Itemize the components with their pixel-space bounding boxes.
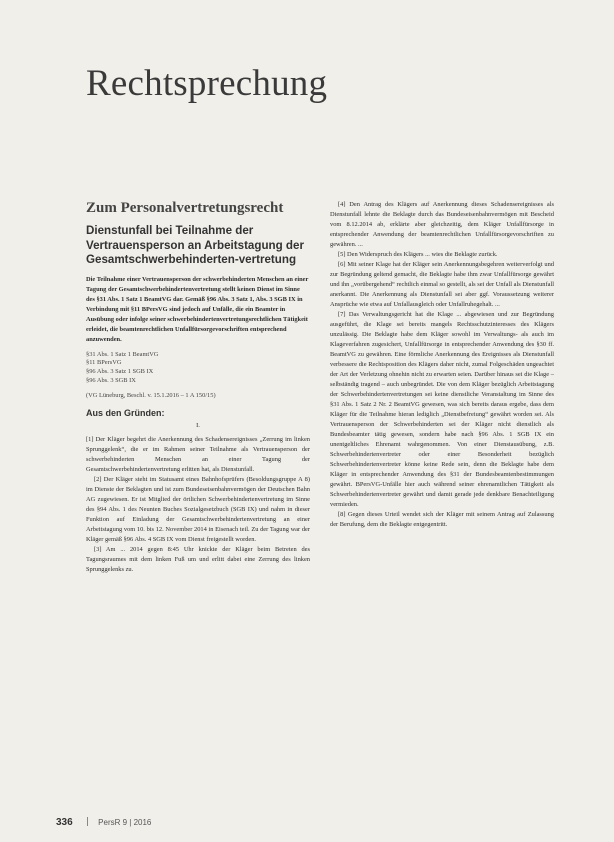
paragraph: [6] Mit seiner Klage hat der Kläger sein Anerkennungsbegehren weiterverfolgt und zur Begründung geltend gemacht, die Beklagte habe ihm zwar Unfallfürsorge gewährt und ihn „vorübergehend“ rechtlich einmal so gestellt, als sei der Unfall als Dienstunfall anerkannt. Die Anerkennung als Dienstunfall sei aber ggf. Voraussetzung weiterer Ansprüche wie etwa auf Unfallausgleich oder Unfallruhegehalt. ... [330,261,554,308]
norm-list [86,351,310,386]
paragraph: [4] Den Antrag des Klägers auf Anerkennung dieses Schadensereignisses als Dienstunfall lehnte die Beklagte durch das Bundeseisenbahnvermögen mit Bescheid vom 8.12.2014 ab, erklärte aber gleichzeitig, dem Kläger Unfallfürsorge in entsprechender Anwendung der beamtenrechtlichen Unfallfürsorgevorschriften zu gewähren. ... [330,201,554,248]
paragraph: [1] Der Kläger begehrt die Anerkennung des Schadensereignisses „Zerrung im linken Sprunggelenk“, die er im Rahmen seiner Teilnahme als Vertrauensperson der schwerbehinderten Menschen an einer Tagung der Gesamtschwerbehindertenvertretung erlitten hat, als Dienstunfall. [86,435,310,473]
norm-item: §31 Abs. 1 Satz 1 BeamtVG [86,350,159,358]
norm-item: §96 Abs. 3 SGB IX [86,376,136,384]
leitsatz: Die Teilnahme einer Vertrauensperson der schwerbehinderten Menschen an einer Tagung der Gesamtschwerbehindertenvertretung stellt keinen Dienst im Sinne des §31 Abs. 1 Satz 1 BeamtVG dar. Gemäß §96 Abs. 3 Satz 1, Abs. 3 SGB IX in Verbindung mit §11 BPersVG sind jedoch auf Unfälle, die ein Beamter in Ausübung oder infolge seiner schwerbehindertenvertretungsrechtlichen Tätigkeit erleidet, die beamtenrechtlichen Unfallfürsorgevorschriften entsprechend anzuwenden. [86,275,309,343]
left-column [86,200,310,575]
paragraph: [8] Gegen dieses Urteil wendet sich der Kläger mit seinem Antrag auf Zulassung der Berufung, dem die Beklagte entgegentritt. [330,511,554,528]
right-column [330,200,554,530]
footer-divider [87,817,88,826]
reasons-heading: Aus den Gründen: [86,407,165,418]
norm-item: §96 Abs. 3 Satz 1 SGB IX [86,368,154,376]
paragraph: [7] Das Verwaltungsgericht hat die Klage ... abgewiesen und zur Begründung ausgeführt, die Klage sei bereits mangels Rechtsschutzinteresses des Klägers unzulässig. Die Beklagte habe dem Kläger sowohl im Verwaltungs- als auch im Klageverfahren zugesichert, Unfallfürsorge in entsprechender Anwendung des §30 ff. BeamtVG zu gewähren. Eine förmliche Anerkennung des Ereignisses als Dienstunfall verbessere die Rechtsposition des Klägers daher nicht, zumal Folgeschäden ungeachtet der Art der Verletzung ohnehin nicht zu erwarten seien. Darüber hinaus sei die Klage – selbständig tragend – auch unbegründet. Die von dem Kläger bezüglich Arbeitstagung der Schwerbehindertenvertretungen sei keine dienstliche Veranstaltung im Sinne des §31 Abs. 1 Satz 2 Nr. 2 BeamtVG gewesen, was sich bereits daraus ergebe, dass dem Kläger für die Teilnahme hieran lediglich „Dienstbefreiung“ gewährt worden sei. Als Vertrauensperson der Schwerbehinderten sei der Kläger nicht dienstlich als Bundesbeamter tätig gewesen, sondern habe nach §96 Abs. 1 SGB IX ein unentgeltliches Ehrenamt wahrgenommen. Von einer Dienstausübung, z.B. Schwerbehindertenvertreter oder einer Besonderheit bezüglich Schwerbehindertenvertreter könne keine Rede sein, denn die Beklagte habe dem Kläger in entsprechender Anwendung des §31 der Bundesbeamtenbestimmungen gewährt. BPersVG-Unfälle hier auch während seiner ehrenamtlichen Tätigkeit als Schwerbehindertenvertreter gewährt und damit gerade jede denkbare Benachteiligung vermieden. [330,311,554,508]
journal-issue: PersR 9 | 2016 [98,818,152,827]
paragraph: [2] Der Kläger steht im Statusamt eines Bahnhofsprüfers (Besoldungsgruppe A 8) im Dienste der Beklagten und ist zum Bundeseisenbahnvermögen der Deutschen Bahn AG zugewiesen. Er ist Mitglied der örtlichen Schwerbehindertenvertretung im Sinne des §94 Abs. 1 des Neunten Buches Sozialgesetzbuch (SGB IX) und nahm in dieser Funktion auf Einladung der Gesamtschwerbehindertenvertretung an einer Arbeitstagung vom 10. bis 12. November 2014 in Eisenach teil. Zu der Tagung war der Kläger gemäß §96 Abs. 4 SGB IX vom Dienst freigestellt worden. [86,475,310,543]
article-headline: Dienstunfall bei Teilnahme der Vertrauensperson an Arbeitstagung der Gesamtschwerbehinderten-vertretung [86,224,304,266]
page-footer [56,817,151,828]
court-citation: (VG Lüneburg, Beschl. v. 15.1.2016 – 1 A 150/15) [86,391,216,399]
page-number: 336 [56,817,73,828]
section-numeral: I. [196,421,200,429]
section-title: Zum Personalvertretungsrecht [86,200,284,216]
page-title: Rechtsprechung [86,63,328,104]
paragraph: [3] Am ... 2014 gegen 8:45 Uhr knickte der Kläger beim Betreten des Tagungsraumes mit dem linken Fuß um und erlitt dabei eine Zerrung des linken Sprunggelenks zu. [86,545,310,573]
paragraph: [5] Den Widerspruch des Klägers ... wies die Beklagte zurück. [338,251,498,258]
norm-item: §11 BPersVG [86,359,122,367]
